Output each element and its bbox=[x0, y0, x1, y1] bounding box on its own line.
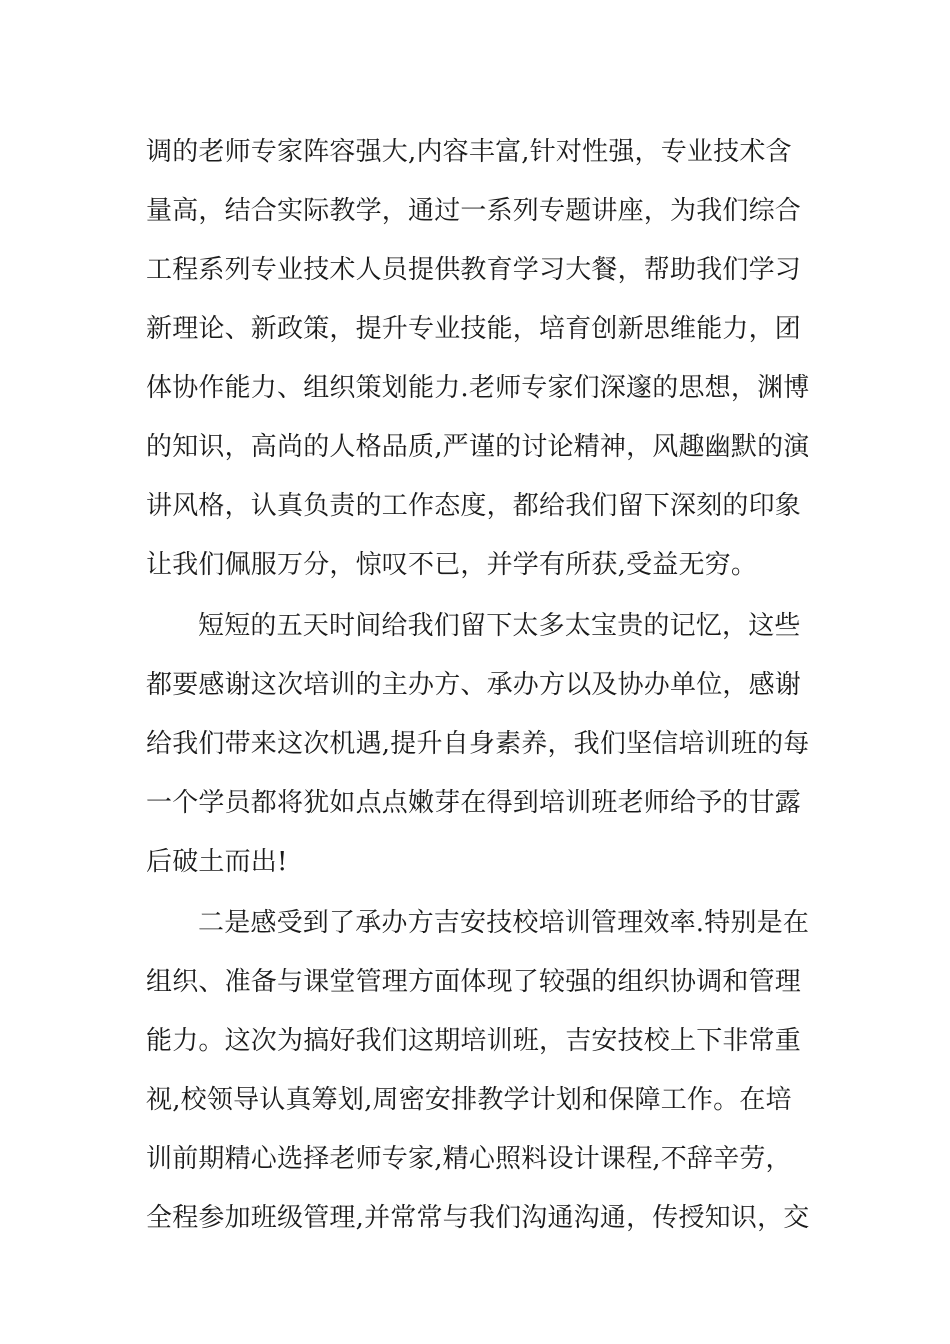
text-line: 组织、准备与课堂管理方面体现了较强的组织协调和管理 bbox=[146, 967, 802, 997]
paragraph-first-line: 二是感受到了承办方吉安技校培训管理效率.特别是在 bbox=[198, 908, 810, 938]
text-line: 让我们佩服万分，惊叹不已，并学有所获,受益无穷。 bbox=[146, 550, 758, 580]
text-line: 后破土而出! bbox=[146, 847, 288, 877]
text-line: 视,校领导认真筹划,周密安排教学计划和保障工作。在培 bbox=[146, 1085, 792, 1115]
text-line: 工程系列专业技术人员提供教育学习大餐，帮助我们学习 bbox=[146, 255, 802, 285]
text-line: 给我们带来这次机遇,提升自身素养，我们坚信培训班的每 bbox=[146, 729, 810, 759]
text-line: 能力。这次为搞好我们这期培训班，吉安技校上下非常重 bbox=[146, 1026, 802, 1056]
text-line: 讲风格，认真负责的工作态度，都给我们留下深刻的印象 bbox=[146, 491, 802, 521]
text-line: 调的老师专家阵容强大,内容丰富,针对性强，专业技术含 bbox=[146, 137, 792, 167]
text-line: 的知识，高尚的人格品质,严谨的讨论精神，风趣幽默的演 bbox=[146, 432, 810, 462]
text-line: 量高，结合实际教学，通过一系列专题讲座，为我们综合 bbox=[146, 196, 802, 226]
text-line: 全程参加班级管理,并常常与我们沟通沟通，传授知识，交 bbox=[146, 1203, 810, 1233]
text-line: 训前期精心选择老师专家,精心照料设计课程,不辞辛劳， bbox=[146, 1144, 792, 1174]
text-line: 都要感谢这次培训的主办方、承办方以及协办单位，感谢 bbox=[146, 670, 802, 700]
text-line: 新理论、新政策，提升专业技能，培育创新思维能力，团 bbox=[146, 314, 802, 344]
text-line: 体协作能力、组织策划能力.老师专家们深邃的思想，渊博 bbox=[146, 373, 810, 403]
paragraph-first-line: 短短的五天时间给我们留下太多太宝贵的记忆，这些 bbox=[198, 611, 801, 641]
text-line: 一个学员都将犹如点点嫩芽在得到培训班老师给予的甘露 bbox=[146, 788, 802, 818]
